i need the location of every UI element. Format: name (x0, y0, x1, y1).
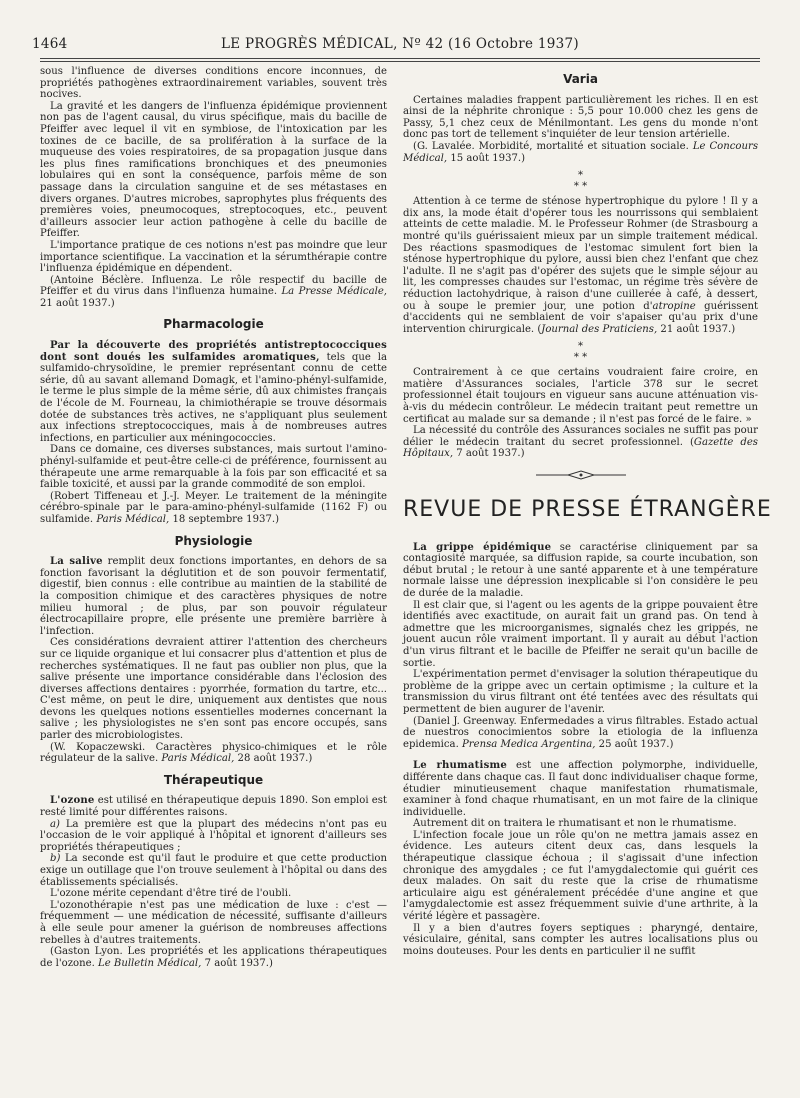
reference: (Daniel J. Greenway. Enfermedades a virus filtrables. Estado actual de nuestros conocimientos sobre la etiologia de la influenza epidemica. Prensa Medica Argentina, 25 août 1937.) (403, 715, 758, 750)
article-paragraph: L'infection focale joue un rôle qu'on ne mettra jamais assez en évidence. Les auteurs citent deux cas, dans lesquels la thérapeutique classique échoua ; il s'agissait d'une infection chronique des amygdales ; ce fut l'amygdalectomie qui guérit ces deux malades. On sait du reste que la crise de rhumatisme articulaire aigu est généralement précédée d'une angine et que l'amygdalectomie est assez fréquemment suivie d'une arthrite, à la vérité légère et passagère. (403, 829, 758, 923)
header-rule-double (40, 61, 760, 62)
reference: (W. Kopaczewski. Caractères physico-chimiques et le rôle régulateur de la salive. Paris Médical, 28 août 1937.) (40, 741, 387, 765)
section-heading-therapeutique: Thérapeutique (163, 772, 264, 787)
article-paragraph: Il est clair que, si l'agent ou les agents de la grippe pouvaient être identifiés avec exactitude, on aurait fait un grand pas. On tend à admettre que les microorganismes, signalés chez les grippés, ne jouent aucun rôle vraiment important. Il y aurait au début l'action d'un virus filtrant et le bacille de Pfeiffer ne serait qu'un bacille de sortie. (403, 599, 758, 669)
article-paragraph: Par la découverte des propriétés antistreptococciques dont sont doués les sulfamides aromatiques, tels que la sulfamido-chrysoïdine, le premier représentant connu de cette série, dû au savant allemand Domagk, et l'amino-phényl-sulfamide, le terme le plus simple de la même série, dû aux chimistes français de l'école de M. Fourneau, la chimiothérapie se trouve désormais dotée de substances très actives, ne s'appliquant plus seulement aux infections streptococciques, mais à de nombreuses autres infections, en particulier aux méningococcies. (40, 340, 387, 444)
article-paragraph: Attention à ce terme de sténose hypertrophique du pylore ! Il y a dix ans, la mode était d'opérer tous les nourrissons qui semblaient atteints de cette maladie. M. le Professeur Rohmer (de Strasbourg a montré qu'ils guérissaient mieux par un simple traitement médical. Des réactions spasmodiques de l'estomac simulent fort bien la sténose hypertrophique du pylore, aussi bien chez l'enfant que chez l'adulte. Il ne s'agit pas d'opérer des sujets que le simple séjour au lit, les compresses chaudes sur l'estomac, un régime très sévère de réduction lactohydrique, à raison d'une cuillerée à café, à dessert, ou à soupe le premier jour, une potion d'atropine guérissent d'accidents qui ne semblaient de voir s'apaiser qu'au prix d'une intervention chirurgicale. (Journal des Praticiens, 21 août 1937.) (403, 196, 758, 335)
article-paragraph: Certaines maladies frappent particulièrement les riches. Il en est ainsi de la néphrite chronique : 5,5 pour 10.000 chez les gens de Passy, 5,1 chez ceux de Ménilmontant. Les gens du monde n'ont donc pas tort de tellement s'inquiéter de leur tension artérielle. (403, 94, 758, 141)
article-paragraph: a) La première est que la plupart des médecins n'ont pas eu l'occasion de le voir appliqué à l'hôpital et ignorent d'ailleurs ses propriétés thérapeutiques ; (40, 818, 387, 853)
article-paragraph: L'expérimentation permet d'envisager la solution thérapeutique du problème de la grippe avec un certain optimisme ; la culture et la transmission du virus filtrant ont été tentées avec des résultats qui permettent de bien augurer de l'avenir. (403, 669, 758, 715)
article-paragraph: Contrairement à ce que certains voudraient faire croire, en matière d'Assurances sociales, l'article 378 sur le secret professionnel était toujours en vigueur sans aucune atténuation vis-à-vis du médecin contrôleur. Le médecin traitant peut remettre un certificat au malade sur sa demande ; il n'est pas forcé de le faire. » (403, 367, 758, 425)
article-paragraph: b) La seconde est qu'il faut le produire et que cette production exige un outillage que l'on trouve seulement à l'hôpital ou dans des établissements spécialisés. (40, 853, 387, 888)
right-column (403, 66, 772, 957)
page-header (28, 34, 772, 54)
ornament-icon (536, 470, 626, 480)
section-heading-varia: Varia (563, 72, 598, 86)
revue-presse-title: REVUE DE PRESSE ÉTRANGÈRE (403, 497, 772, 523)
asterism-divider: * * * (573, 341, 588, 364)
article-paragraph: L'ozone est utilisé en thérapeutique depuis 1890. Son emploi est resté limité pour différentes raisons. (40, 795, 387, 819)
asterism-divider: * * * (573, 170, 588, 193)
header-rule (40, 58, 760, 59)
page-number: 1464 (32, 36, 68, 52)
article-paragraph: La grippe épidémique se caractérise cliniquement par sa contagiosité marquée, sa diffusion rapide, sa courte incubation, son début brutal ; le retour à une santé apparente et à une température normale laisse une dépression inexplicable si l'on considère le peu de durée de la maladie. (403, 541, 758, 599)
article-paragraph: Il y a bien d'autres foyers septiques : pharyngé, dentaire, vésiculaire, génital, sans compter les autres localisations plus ou moins douteuses. Pour les dents en particulier il ne suffit (403, 922, 758, 957)
article-paragraph: L'ozonothérapie n'est pas une médication de luxe : c'est — fréquemment — une médication de nécessité, suffisante d'ailleurs à elle seule pour amener la guérison de nombreuses affections rebelles à d'autres traitements. (40, 899, 387, 946)
section-heading-pharmacologie: Pharmacologie (163, 317, 264, 332)
intro-paragraph: L'importance pratique de ces notions n'est pas moindre que leur importance scientifique. La vaccination et la sérumthérapie contre l'influenza épidémique en dépendent. (40, 239, 387, 275)
ornament-divider (403, 470, 758, 480)
article-paragraph: La nécessité du contrôle des Assurances sociales ne suffit pas pour délier le médecin traitant du secret professionnel. (Gazette des Hôpitaux, 7 août 1937.) (403, 425, 758, 460)
left-column (40, 66, 387, 969)
article-paragraph: Le rhumatisme est une affection polymorphe, individuelle, différente dans chaque cas. Il faut donc individualiser chaque forme, étudier minutieusement chaque manifestation rhumatismale, examiner à fond chaque rhumatisant, en un mot faire de la clinique individuelle. (403, 760, 758, 818)
article-paragraph: Dans ce domaine, ces diverses substances, mais surtout l'amino-phényl-sulfamide et peut-être celle-ci de préférence, fournissent au thérapeute une arme remarquable à la fois par son efficacité et sa faible toxicité, et aussi par la grande commodité de son emploi. (40, 444, 387, 491)
reference: (Gaston Lyon. Les propriétés et les applications thérapeutiques de l'ozone. Le Bulletin Médical, 7 août 1937.) (40, 946, 387, 969)
reference: (Robert Tiffeneau et J.-J. Meyer. Le traitement de la méningite cérébro-spinale par le para-amino-phényl-sulfamide (1162 F) ou sulfamide. Paris Médical, 18 septembre 1937.) (40, 490, 387, 525)
journal-title: LE PROGRÈS MÉDICAL, Nº 42 (16 Octobre 1937) (221, 36, 579, 52)
article-paragraph: La salive remplit deux fonctions importantes, en dehors de sa fonction favorisant la déglutition et de son pouvoir fermentatif, digestif, bien connus : elle contribue au maintien de la stabilité de la composition chimique et des caractères physiques de notre milieu humoral ; de plus, par son pouvoir régulateur électrocapillaire propre, elle présente une première barrière à l'infection. (40, 556, 387, 637)
reference: (Antoine Béclère. Influenza. Le rôle respectif du bacille de Pfeiffer et du virus dans l'influenza humaine. La Presse Médicale, 21 août 1937.) (40, 274, 387, 309)
article-paragraph: Ces considérations devraient attirer l'attention des chercheurs sur ce liquide organique et lui consacrer plus d'attention et plus de recherches systématiques. Il ne faut pas oublier non plus, que la salive présente une importance considérable dans l'éclosion des diverses affections dentaires : pyorrhée, formation du tartre, etc... C'est même, on peut le dire, uniquement aux dentistes que nous devons les quelques notions essentielles modernes concernant la salive ; les physiologistes ne s'en sont pas encore occupés, sans parler des microbiologistes. (40, 637, 387, 742)
reference: (G. Lavalée. Morbidité, mortalité et situation sociale. Le Concours Médical, 15 août 1937.) (403, 140, 758, 164)
section-heading-physiologie: Physiologie (174, 533, 253, 548)
article-paragraph: Autrement dit on traitera le rhumatisant et non le rhumatisme. (413, 818, 737, 830)
article-paragraph: L'ozone mérite cependant d'être tiré de l'oubli. (50, 888, 292, 900)
intro-paragraph: La gravité et les dangers de l'influenza épidémique proviennent non pas de l'agent causal, du virus spécifique, mais du bacille de Pfeiffer avec lequel il vit en symbiose, de l'intoxication par les toxines de ce bacille, de sa prolifération à la surface de la muqueuse des voies respiratoires, de sa propagation jusque dans les plus fines ramifications bronchiques et des pneumonies lobulaires qui en sont la conséquence, parfois même de son passage dans la circulation sanguine et de ses métastases en divers organes. D'autres microbes, saprophytes plus fréquents des premières voies, pneumocoques, streptocoques, etc., peuvent d'ailleurs associer leur action pathogène à celle du bacille de Pfeiffer. (40, 100, 387, 240)
intro-paragraph: sous l'influence de diverses conditions encore inconnues, de propriétés pathogènes extraordinairement variables, souvent très nocives. (40, 66, 387, 101)
